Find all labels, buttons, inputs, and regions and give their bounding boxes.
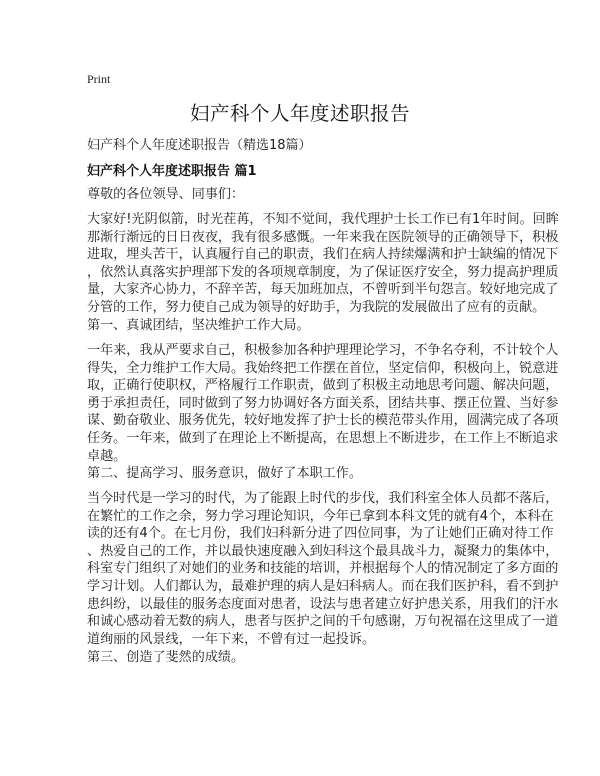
text-line: 科室专门组织了对她们的业务和技能的培训，并根据每个人的情况制定了多方面的 xyxy=(87,561,559,577)
text-line: 卓越。 xyxy=(87,448,127,464)
heading-3 xyxy=(87,649,515,667)
paragraph-2 xyxy=(87,342,559,465)
section-title: 妇产科个人年度述职报告 篇1 xyxy=(87,164,257,179)
print-link[interactable]: Print xyxy=(87,72,111,86)
heading-2-text: 第二、提高学习、服务意识，做好了本职工作。 xyxy=(87,466,362,481)
text-line: 取，正确行使职权，严格履行工作职责，做到了积极主动地思考问题、解决问题， xyxy=(87,378,559,394)
text-line: 分管的工作，努力使自己成为领导的好助手，为我院的发展做出了应有的贡献。 xyxy=(87,299,546,315)
document-title: 妇产科个人年度述职报告 xyxy=(189,102,410,125)
text-line: 在繁忙的工作之余，努力学习理论知识，今年已拿到本科文凭的就有4个，本科在 xyxy=(87,508,554,524)
text-line: ，依然认真落实护理部下发的各项规章制度，为了保证医疗安全，努力提高护理质 xyxy=(87,264,559,280)
text-line: 、热爱自己的工作，并以最快速度融入到妇科这个最具战斗力，凝聚力的集体中， xyxy=(87,543,559,559)
heading-1 xyxy=(87,317,515,335)
text-line: 一年来，我从严要求自己，积极参加各种护理理论学习，不争名夺利，不计较个人 xyxy=(87,343,559,358)
text-line: 那渐行渐远的日日夜夜，我有很多感慨。一年来我在医院领导的正确领导下，积极 xyxy=(87,229,559,245)
text-line: 得失，全力维护工作大局。我始终把工作摆在首位，坚定信仰，积极向上，锐意进 xyxy=(87,360,559,376)
heading-3-text: 第三、创造了斐然的成绩。 xyxy=(87,650,245,665)
text-line: 道绚丽的风景线，一年下来，不曾有过一起投诉。 xyxy=(87,631,376,647)
text-line: 患纠纷，以最佳的服务态度面对患者，设法与患者建立好护患关系，用我们的汗水 xyxy=(87,596,559,612)
greeting xyxy=(87,186,515,204)
text-line: 学习计划。人们都认为，最难护理的病人是妇科病人。而在我们医护科，看不到护 xyxy=(87,578,559,594)
document-subtitle: 妇产科个人年度述职报告（精选18篇） xyxy=(87,138,312,153)
text-line: 勇于承担责任，同时做到了努力协调好各方面关系，团结共事、摆正位置、当好参 xyxy=(87,395,559,411)
text-line: 读的还有4个。在七月份，我们妇科新分进了四位同事，为了让她们正确对待工作 xyxy=(87,526,554,542)
text-line: 谋、勤奋敬业、服务优先，较好地发挥了护士长的模范带头作用，圆满完成了各项 xyxy=(87,413,559,429)
text-line: 量，大家齐心协力，不辞辛苦，每天加班加点，不曾听到半句怨言。较好地完成了 xyxy=(87,282,559,298)
text-line: 大家好!光阴似箭，时光茬苒，不知不觉间，我代理护士长工作已有1年时间。回眸 xyxy=(87,212,559,227)
greeting-text: 尊敬的各位领导、同事们： xyxy=(87,187,245,202)
text-line: 当今时代是一学习的时代，为了能跟上时代的步伐，我们科室全体人员都不落后， xyxy=(87,491,559,506)
text-line: 任务。一年来，做到了在理论上不断提高，在思想上不断进步，在工作上不断追求 xyxy=(87,430,559,446)
paragraph-1 xyxy=(87,211,559,317)
heading-2 xyxy=(87,465,515,483)
heading-1-text: 第一、真诚团结，坚决维护工作大局。 xyxy=(87,318,310,333)
text-line: 进取，埋头苦干，认真履行自己的职责，我们在病人持续爆满和护士缺编的情况下 xyxy=(87,247,559,263)
text-line: 和诚心感动着无数的病人，患者与医护之间的千句感谢，万句祝福在这里成了一道 xyxy=(87,614,559,630)
paragraph-3 xyxy=(87,490,559,648)
